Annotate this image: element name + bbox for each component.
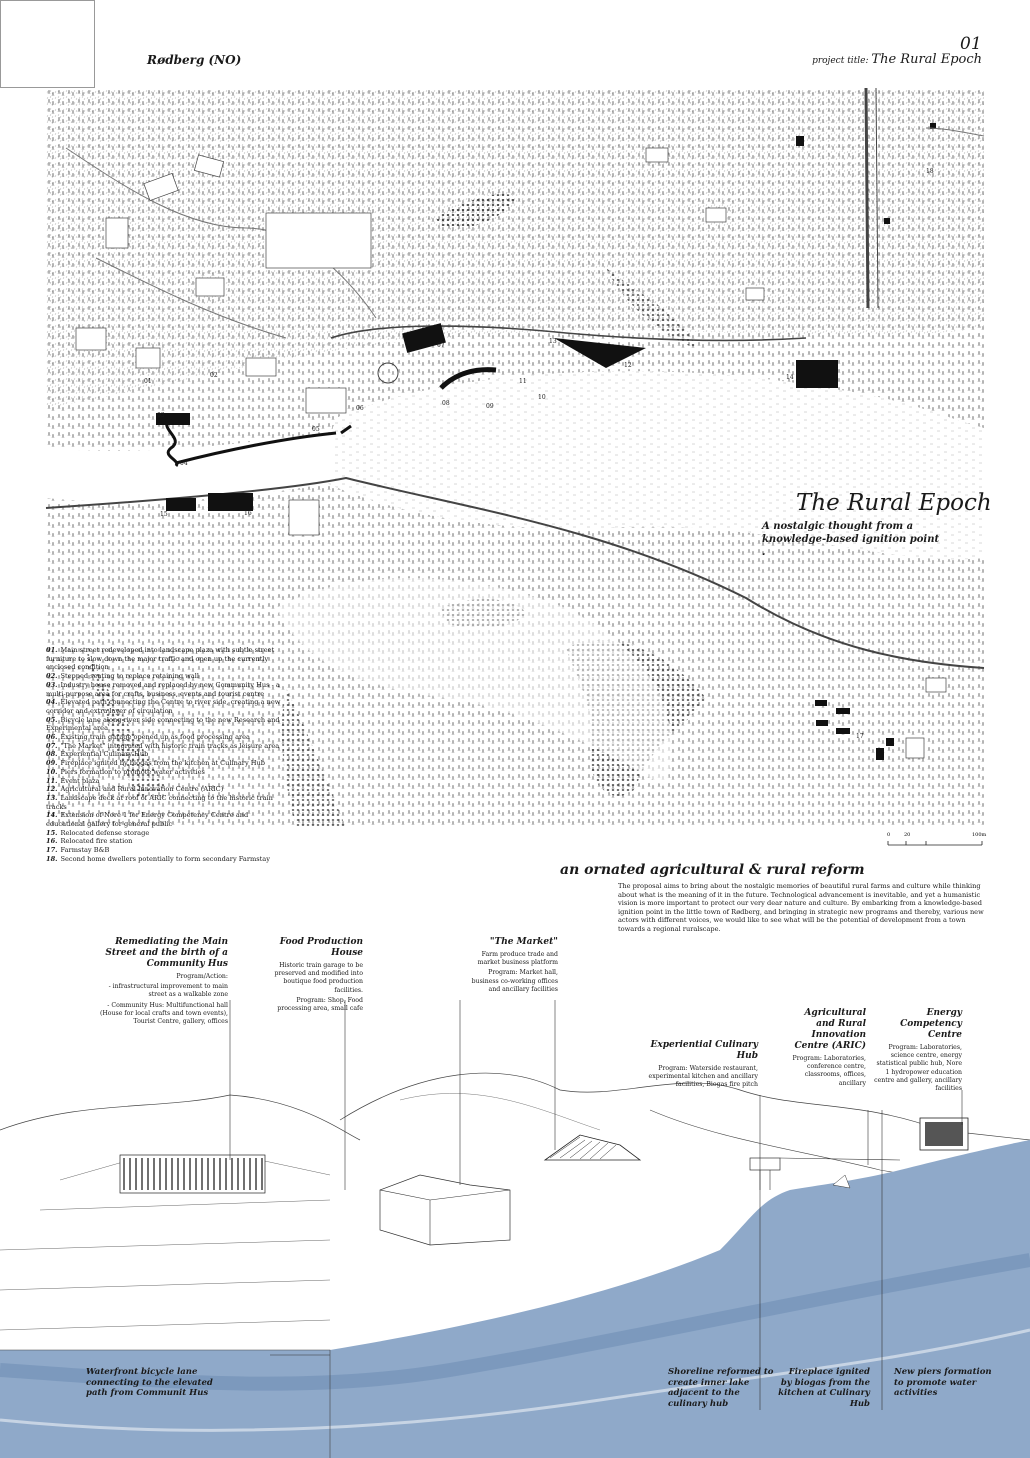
callout-main-street (100, 937, 228, 1028)
legend-item: 03. Industry house removed and replaced by new Community Hus - a multi-purpose area for crafts, business, events and tourist centre (46, 680, 280, 698)
map-marker: 03 (157, 412, 165, 419)
callout-culinary (640, 1040, 758, 1092)
callout-heading: Energy Competency Centre (900, 1008, 962, 1040)
callout-line: Historic train garage to be preserved and modified into boutique food production facilities. (274, 962, 363, 994)
map-title: The Rural Epoch (796, 490, 992, 516)
legend-item: 10. Piers formation to promote water activities (46, 767, 205, 776)
callout-food-house (268, 937, 363, 1015)
legend-item: 09. Fireplace ignited by biogas from the kitchen at Culinary Hub (46, 759, 266, 768)
scale-label: 0 (887, 832, 891, 838)
callout-heading: "The Market" (489, 937, 558, 947)
legend-item: 12. Agricultural and Rural Innovation Centre (ARIC) (46, 785, 224, 794)
legend-item: 05. Bicycle lane along river side connecting to the new Research and Experimental area (46, 715, 280, 733)
map-marker: 07 (437, 342, 445, 349)
scale-label: 100m (972, 832, 987, 838)
callout-line: Program: Laboratories, science centre, energy statistical public hub, Nore 1 hydropower education centre and gallery, ancillary facilities (874, 1044, 962, 1093)
map-marker: 14 (786, 374, 794, 381)
legend-item: 02. Stepped seating to replace retaining wall (46, 672, 199, 681)
map-marker: 17 (856, 733, 864, 740)
map-marker: 09 (486, 403, 494, 410)
map-marker: 15 (160, 511, 168, 518)
map-marker: 08 (442, 400, 450, 407)
reform-title: an ornated agricultural & rural reform (560, 862, 865, 878)
callout-heading: Agricultural and Rural Innovation Centre (ARIC) (794, 1008, 866, 1051)
map-marker: 18 (926, 168, 934, 175)
legend-item: 06. Existing train garage opened up as food processing area (46, 733, 250, 742)
note-fireplace: Fireplace ignited by biogas from the kitchen at Culinary Hub (778, 1367, 870, 1409)
callout-line: Program: Laboratories, conference centre, classrooms, offices, ancillary (792, 1055, 866, 1087)
project-title-label: project title: (812, 56, 869, 66)
corner-frame (0, 0, 95, 88)
project-title: The Rural Epoch (871, 52, 982, 67)
map-marker: 12 (624, 362, 632, 369)
map-marker: 13 (549, 338, 557, 345)
legend-item: 01. Main street redeveloped into landscape plaza with subtle street furniture to slow down the major traffic and open up the currently enclosed condition (46, 646, 275, 672)
map-marker: 11 (519, 378, 527, 385)
note-piers: New piers formation to promote water activities (894, 1367, 992, 1398)
note-shoreline: Shoreline reformed to create inner lake adjacent to the culinary hub (668, 1367, 774, 1409)
legend-item: 18. Second home dwellers potentially to form secondary Farmstay (46, 854, 270, 863)
legend-item: 11. Event plaza (46, 776, 100, 785)
map-marker: 10 (538, 394, 546, 401)
callout-label: Program/Action: (176, 973, 228, 980)
legend-item: 15. Relocated defense storage (46, 828, 150, 837)
callout-line: - infrastructural improvement to main street as a walkable zone (108, 983, 228, 999)
callout-line: Program: Market hall, business co-working offices and ancillary facilities (471, 969, 558, 993)
map-marker: 04 (180, 460, 188, 467)
project-title-line (812, 52, 982, 67)
legend-item: 08. Experiential Culinary Hub (46, 750, 149, 759)
callout-line: - Community Hus: Multifunctional hall (House for local crafts and town events), Tourist Centre, gallery, offices (100, 1001, 229, 1026)
callout-heading: Remediating the Main Street and the birth of a Community Hus (105, 937, 228, 969)
callout-line: Farm produce trade and market business platform (477, 951, 558, 967)
callout-energy (874, 1008, 962, 1095)
map-subtitle: A nostalgic thought from a knowledge-based ignition point . (762, 521, 940, 558)
map-marker: 06 (356, 405, 364, 412)
note-bicycle-lane: Waterfront bicycle lane connecting to the elevated path from Communit Hus (86, 1367, 213, 1398)
map-legend (46, 646, 286, 864)
legend-item: 17. Farmstay B&B (46, 846, 110, 855)
callout-line: Program: Waterside restaurant, experimental kitchen and ancillary facilities, Biogas fire pitch (648, 1065, 758, 1089)
callout-heading: Experiential Culinary Hub (650, 1040, 758, 1061)
callout-market (470, 937, 558, 996)
page-number: 01 (960, 34, 982, 54)
legend-item: 04. Elevated path connecting the Centre to river side, creating a new corridor and extra layer of circulation (46, 698, 281, 715)
scale-label: 20 (904, 832, 911, 838)
place-name: Rødberg (NO) (147, 53, 242, 67)
legend-item: 13. Landscape deck at roof of ARIC connecting to the historic train tracks (46, 793, 273, 811)
map-marker: 01 (144, 378, 152, 385)
reform-body: The proposal aims to bring about the nostalgic memories of beautiful rural farms and culture while thinking about what is the meaning of it in the future. Technological advancement is inevitable, and yet a humanistic vision is more important to protect our very dear nature and culture. By embarking from a knowledge-based ignition point in the little town of Rødberg, and bringing in strategic new programs and thereby, various new actors with different voices, we would like to see what will be the potential of development from a town towards a regional ruralscape. (618, 882, 984, 933)
map-marker: 05 (312, 426, 320, 433)
callout-aric (784, 1008, 866, 1090)
map-marker: 02 (210, 372, 218, 379)
callout-heading: Food Production House (279, 937, 363, 958)
legend-item: 07. "The Market" integrated with historic train tracks as leisure area (46, 741, 280, 750)
legend-item: 16. Relocated fire station (46, 837, 133, 846)
callout-line: Program: Shop, Food processing area, small cafe (277, 996, 363, 1013)
scale-bar (886, 828, 987, 850)
legend-item: 14. Extension of Nore 1 for Energy Competency Centre and educational gallery for general public (46, 811, 249, 829)
map-marker: 16 (244, 510, 252, 517)
